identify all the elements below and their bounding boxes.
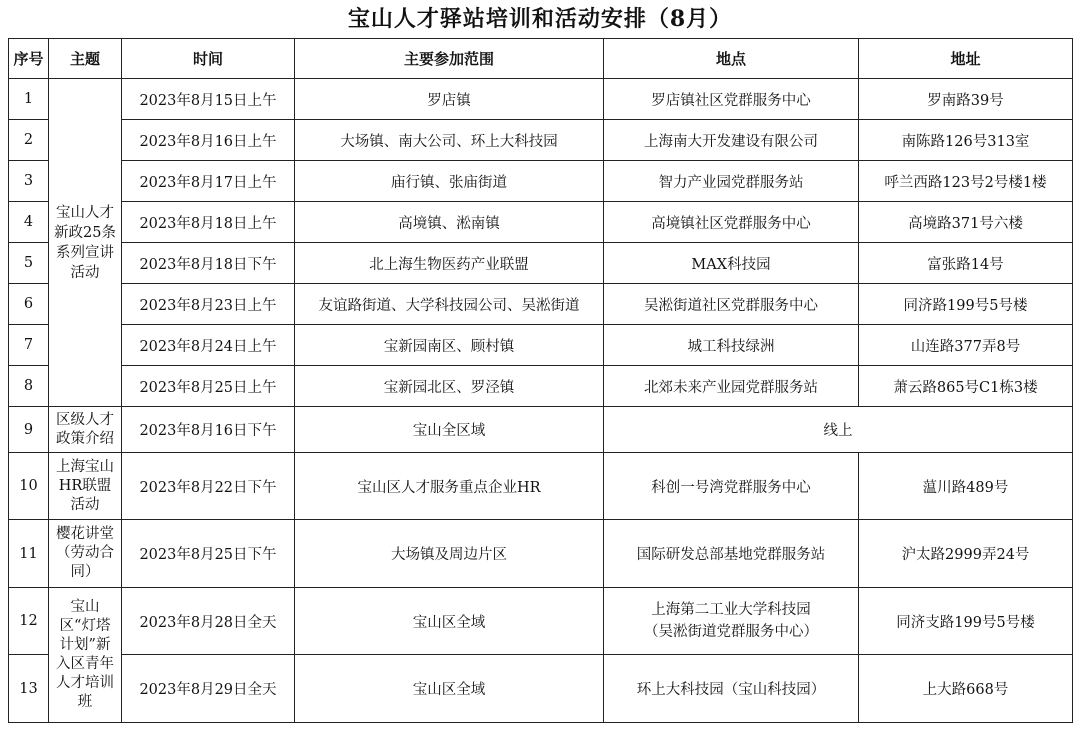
row-scope: 宝山区全域 xyxy=(295,588,604,655)
row-address: 山连路377弄8号 xyxy=(859,325,1073,366)
table-row xyxy=(9,161,1073,202)
topic-cell: 区级人才政策介绍 xyxy=(49,407,122,453)
table-row xyxy=(9,284,1073,325)
table-row xyxy=(9,366,1073,407)
row-no: 7 xyxy=(9,325,49,366)
row-time: 2023年8月25日上午 xyxy=(122,366,295,407)
row-time: 2023年8月18日上午 xyxy=(122,202,295,243)
table-header-row xyxy=(9,39,1073,79)
table-row xyxy=(9,407,1073,453)
table-row xyxy=(9,243,1073,284)
row-address: 上大路668号 xyxy=(859,655,1073,723)
row-venue: 高境镇社区党群服务中心 xyxy=(604,202,859,243)
row-no: 6 xyxy=(9,284,49,325)
row-scope: 北上海生物医药产业联盟 xyxy=(295,243,604,284)
row-time: 2023年8月24日上午 xyxy=(122,325,295,366)
row-scope: 庙行镇、张庙街道 xyxy=(295,161,604,202)
row-address: 同济路199号5号楼 xyxy=(859,284,1073,325)
row-address: 罗南路39号 xyxy=(859,79,1073,120)
row-no: 2 xyxy=(9,120,49,161)
table-row xyxy=(9,655,1073,723)
header-scope: 主要参加范围 xyxy=(295,39,604,79)
row-scope: 宝山区全域 xyxy=(295,655,604,723)
row-time: 2023年8月29日全天 xyxy=(122,655,295,723)
row-address: 富张路14号 xyxy=(859,243,1073,284)
row-scope: 宝山区人才服务重点企业HR xyxy=(295,453,604,520)
header-topic: 主题 xyxy=(49,39,122,79)
row-time: 2023年8月22日下午 xyxy=(122,453,295,520)
row-time: 2023年8月16日下午 xyxy=(122,407,295,453)
row-scope: 宝新园北区、罗泾镇 xyxy=(295,366,604,407)
row-no: 8 xyxy=(9,366,49,407)
row-time: 2023年8月18日下午 xyxy=(122,243,295,284)
row-scope: 高境镇、淞南镇 xyxy=(295,202,604,243)
schedule-table xyxy=(8,38,1073,723)
row-no: 4 xyxy=(9,202,49,243)
row-time: 2023年8月25日下午 xyxy=(122,520,295,588)
row-venue: 上海南大开发建设有限公司 xyxy=(604,120,859,161)
row-scope: 宝山全区域 xyxy=(295,407,604,453)
row-time: 2023年8月15日上午 xyxy=(122,79,295,120)
topic-cell: 宝山人才新政25条系列宣讲活动 xyxy=(49,79,122,407)
venue-line-2: （吴淞街道党群服务中心） xyxy=(644,624,818,640)
row-time: 2023年8月17日上午 xyxy=(122,161,295,202)
row-venue xyxy=(604,588,859,655)
table-row xyxy=(9,588,1073,655)
row-venue: 国际研发总部基地党群服务站 xyxy=(604,520,859,588)
header-time: 时间 xyxy=(122,39,295,79)
table-row xyxy=(9,79,1073,120)
header-venue: 地点 xyxy=(604,39,859,79)
row-time: 2023年8月28日全天 xyxy=(122,588,295,655)
row-venue: 智力产业园党群服务站 xyxy=(604,161,859,202)
topic-cell: 宝山区“灯塔计划”新入区青年人才培训班 xyxy=(49,588,122,723)
row-venue: 线上 xyxy=(604,407,1073,453)
row-venue: 环上大科技园（宝山科技园） xyxy=(604,655,859,723)
row-scope: 友谊路街道、大学科技园公司、吴淞街道 xyxy=(295,284,604,325)
row-address: 蕰川路489号 xyxy=(859,453,1073,520)
row-time: 2023年8月16日上午 xyxy=(122,120,295,161)
row-scope: 宝新园南区、顾村镇 xyxy=(295,325,604,366)
row-venue: 城工科技绿洲 xyxy=(604,325,859,366)
row-no: 1 xyxy=(9,79,49,120)
row-address: 呼兰西路123号2号楼1楼 xyxy=(859,161,1073,202)
row-address: 萧云路865号C1栋3楼 xyxy=(859,366,1073,407)
table-row xyxy=(9,120,1073,161)
row-address: 沪太路2999弄24号 xyxy=(859,520,1073,588)
table-row xyxy=(9,325,1073,366)
row-address: 高境路371号六楼 xyxy=(859,202,1073,243)
table-row xyxy=(9,202,1073,243)
row-scope: 罗店镇 xyxy=(295,79,604,120)
row-venue: 北郊未来产业园党群服务站 xyxy=(604,366,859,407)
row-no: 5 xyxy=(9,243,49,284)
row-venue: 罗店镇社区党群服务中心 xyxy=(604,79,859,120)
page-title: 宝山人才驿站培训和活动安排（8月） xyxy=(347,6,733,32)
row-no: 9 xyxy=(9,407,49,453)
row-scope: 大场镇、南大公司、环上大科技园 xyxy=(295,120,604,161)
row-no: 11 xyxy=(9,520,49,588)
header-no: 序号 xyxy=(9,39,49,79)
row-scope: 大场镇及周边片区 xyxy=(295,520,604,588)
table-row xyxy=(9,453,1073,520)
venue-line-1: 上海第二工业大学科技园 xyxy=(651,602,811,618)
header-address: 地址 xyxy=(859,39,1073,79)
row-no: 12 xyxy=(9,588,49,655)
topic-cell: 樱花讲堂（劳动合同） xyxy=(49,520,122,588)
row-address: 同济支路199号5号楼 xyxy=(859,588,1073,655)
row-no: 10 xyxy=(9,453,49,520)
row-venue: 科创一号湾党群服务中心 xyxy=(604,453,859,520)
row-venue: 吴淞街道社区党群服务中心 xyxy=(604,284,859,325)
row-no: 3 xyxy=(9,161,49,202)
row-address: 南陈路126号313室 xyxy=(859,120,1073,161)
table-row xyxy=(9,520,1073,588)
row-venue: MAX科技园 xyxy=(604,243,859,284)
topic-cell: 上海宝山HR联盟活动 xyxy=(49,453,122,520)
row-time: 2023年8月23日上午 xyxy=(122,284,295,325)
row-no: 13 xyxy=(9,655,49,723)
